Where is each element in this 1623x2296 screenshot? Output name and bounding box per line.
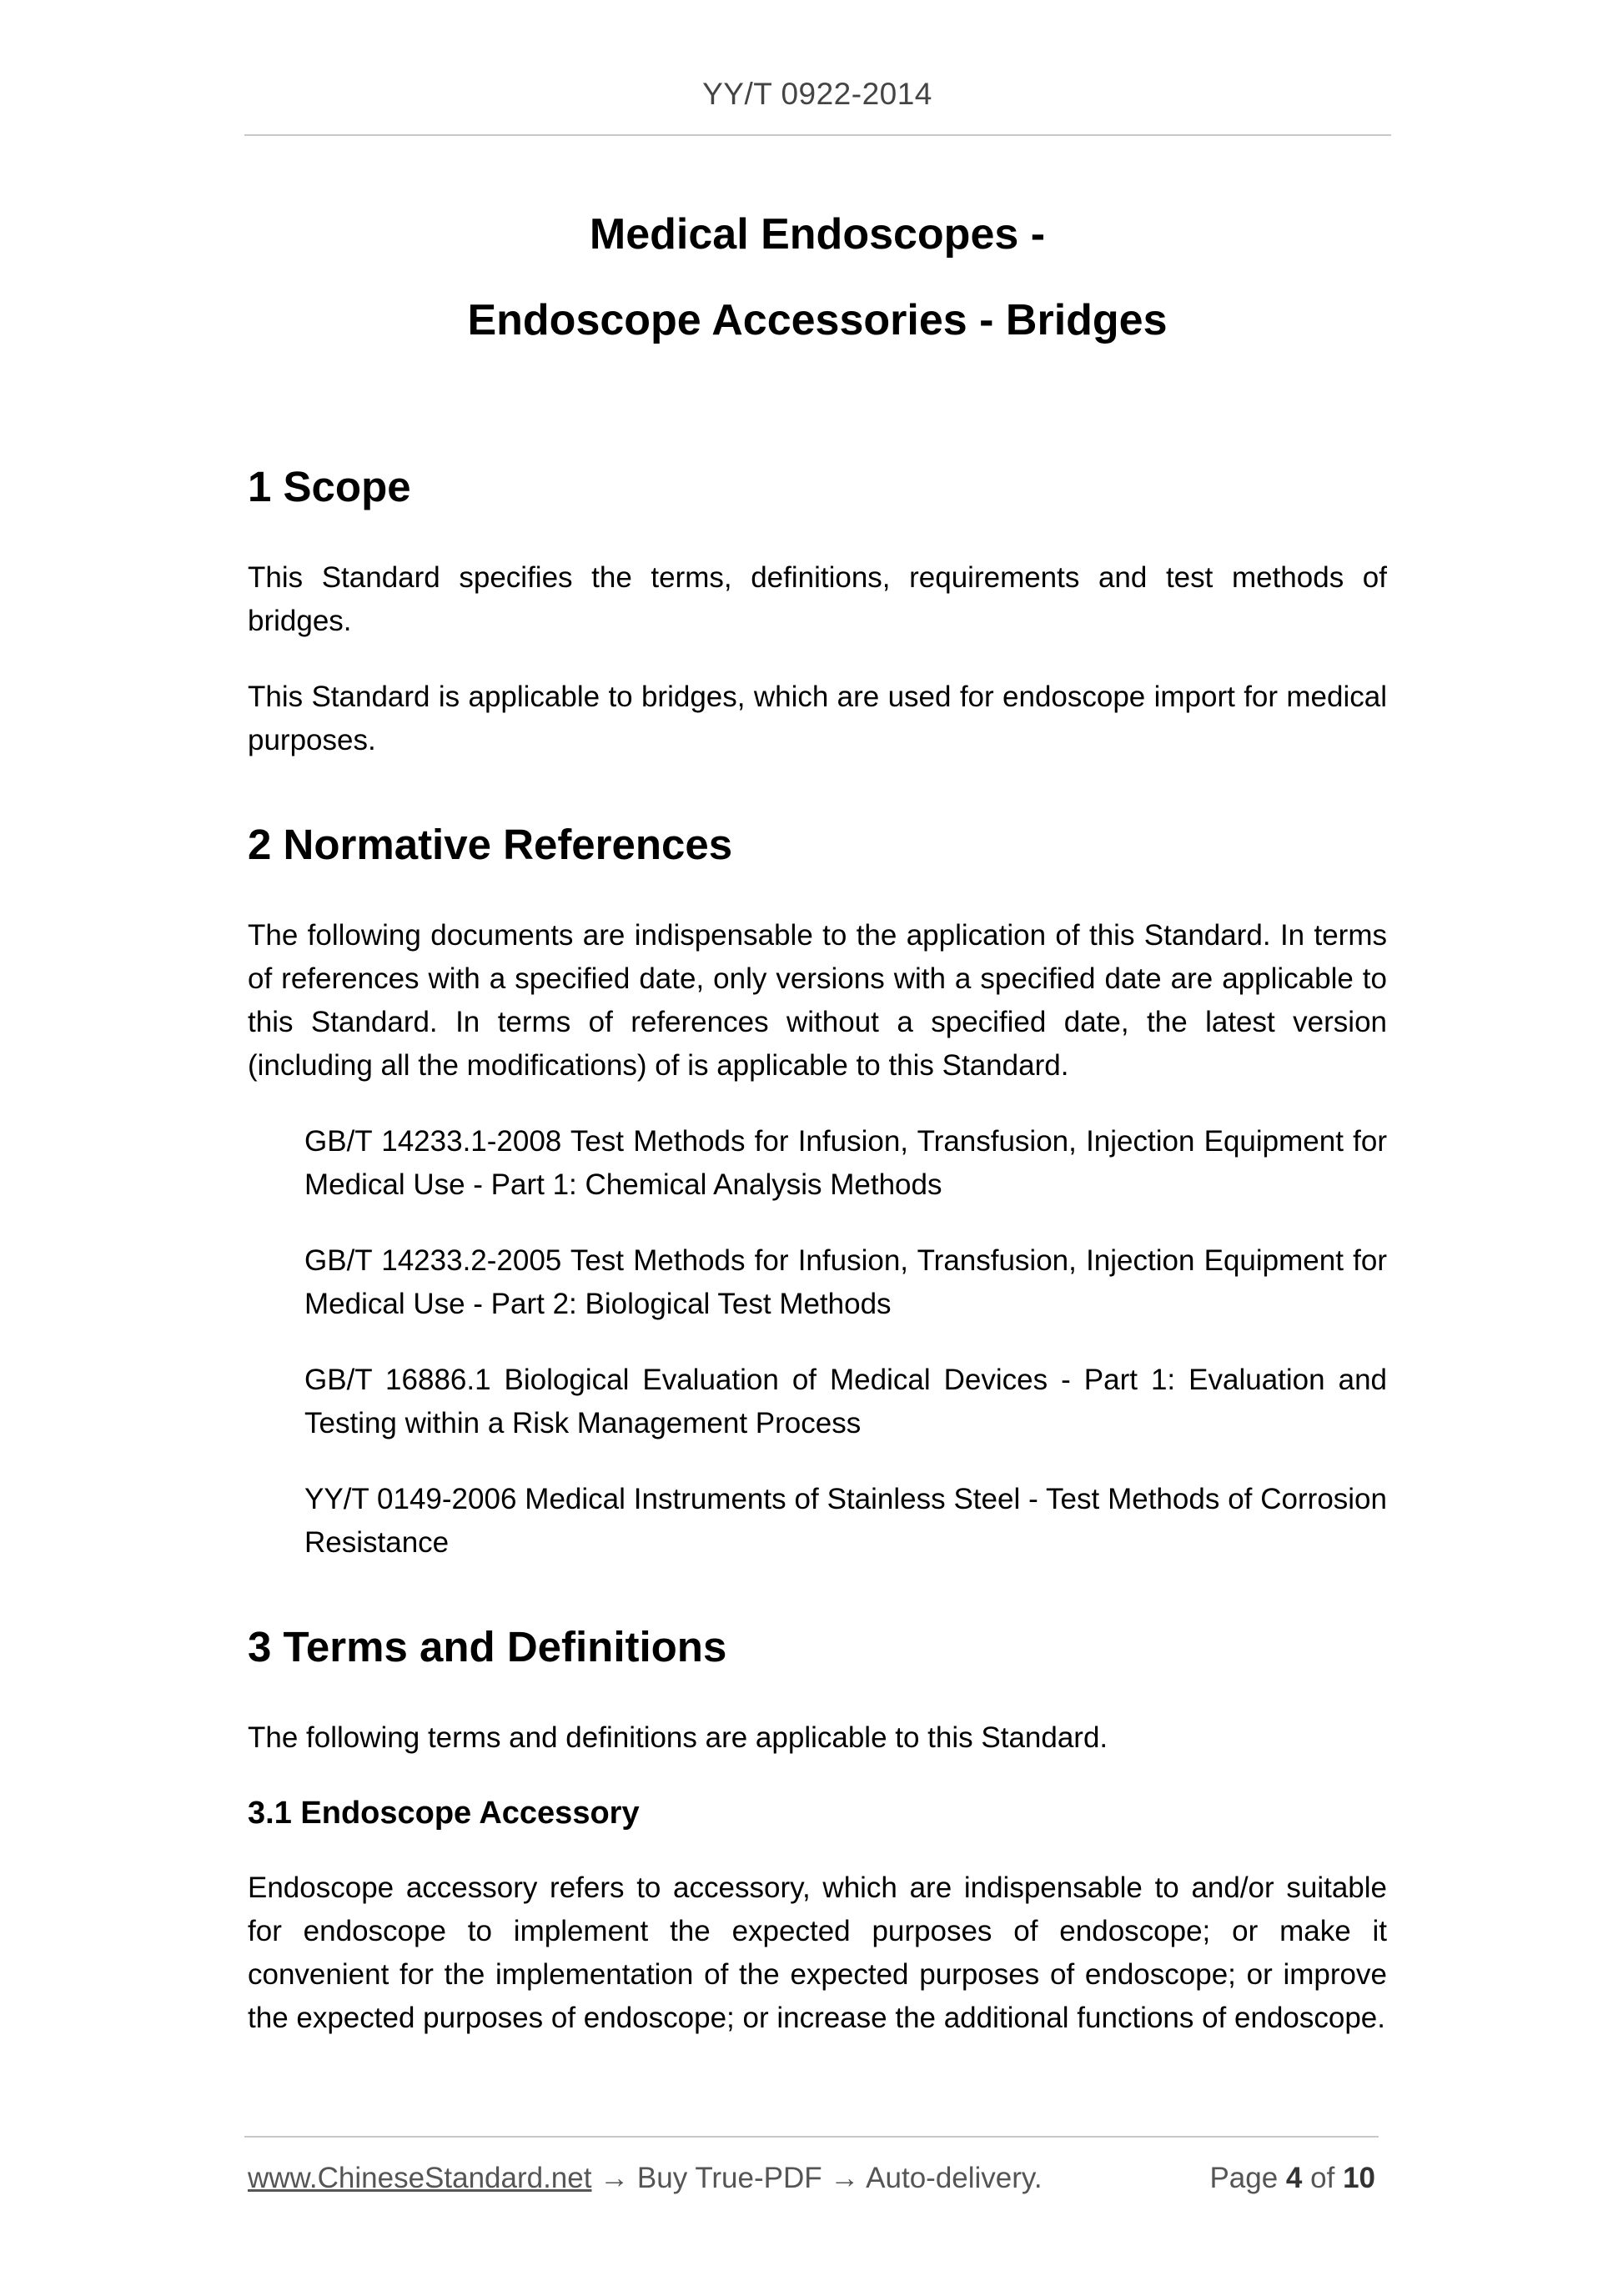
section-2-heading: 2 Normative References [248, 821, 733, 868]
title-line-2: Endoscope Accessories - Bridges [467, 296, 1168, 344]
website-link[interactable]: www.ChineseStandard.net [248, 2162, 592, 2194]
reference-item: YY/T 0149-2006 Medical Instruments of Stainless Steel - Test Methods of Corrosion Resistance [304, 1483, 1387, 1559]
reference-item: GB/T 14233.1-2008 Test Methods for Infusion, Transfusion, Injection Equipment for Medical Use - Part 1: Chemical Analysis Methods [304, 1125, 1387, 1201]
references-intro: The following documents are indispensable to the application of this Standard. In terms of references with a specified date, only versions with a specified date are applicable to this Standard. In terms of references without a specified date, the latest version (including all the modifications) of is applicable to this Standard. [248, 919, 1387, 1082]
page-label: Page [1209, 2162, 1279, 2194]
page-total: 10 [1343, 2162, 1375, 2194]
footer-promo-text: → Buy True-PDF → Auto-delivery. [591, 2162, 1043, 2194]
title-line-1: Medical Endoscopes - [589, 210, 1046, 259]
subsection-3-1-heading: 3.1 Endoscope Accessory [248, 1796, 640, 1831]
terms-intro: The following terms and definitions are applicable to this Standard. [248, 1721, 1108, 1754]
endoscope-accessory-definition: Endoscope accessory refers to accessory, which are indispensable to and/or suitable for endoscope to implement the expected purposes of endoscope; or make it convenient for the implementation of the expected purposes of endoscope; or improve the expected purposes of endoscope; or increase the additional functions of endoscope. [248, 1871, 1387, 2034]
reference-item: GB/T 14233.2-2005 Test Methods for Infusion, Transfusion, Injection Equipment for Medical Use - Part 2: Biological Test Methods [304, 1244, 1387, 1320]
page-current: 4 [1285, 2162, 1303, 2194]
document-body [248, 192, 1387, 2040]
document-id-header: YY/T 0922-2014 [702, 77, 932, 111]
section-3-heading: 3 Terms and Definitions [248, 1623, 727, 1671]
footer-divider [244, 2136, 1379, 2138]
page-footer [248, 2158, 1382, 2198]
reference-item: GB/T 16886.1 Biological Evaluation of Medical Devices - Part 1: Evaluation and Testing within a Risk Management Process [304, 1364, 1387, 1439]
page-number [1209, 2158, 1375, 2198]
scope-paragraph-2: This Standard is applicable to bridges, which are used for endoscope import for medical purposes. [248, 681, 1387, 756]
scope-paragraph-1: This Standard specifies the terms, definitions, requirements and test methods of bridges. [248, 561, 1387, 637]
of-label: of [1310, 2162, 1335, 2194]
header-divider [244, 134, 1391, 136]
section-1-heading: 1 Scope [248, 463, 411, 510]
